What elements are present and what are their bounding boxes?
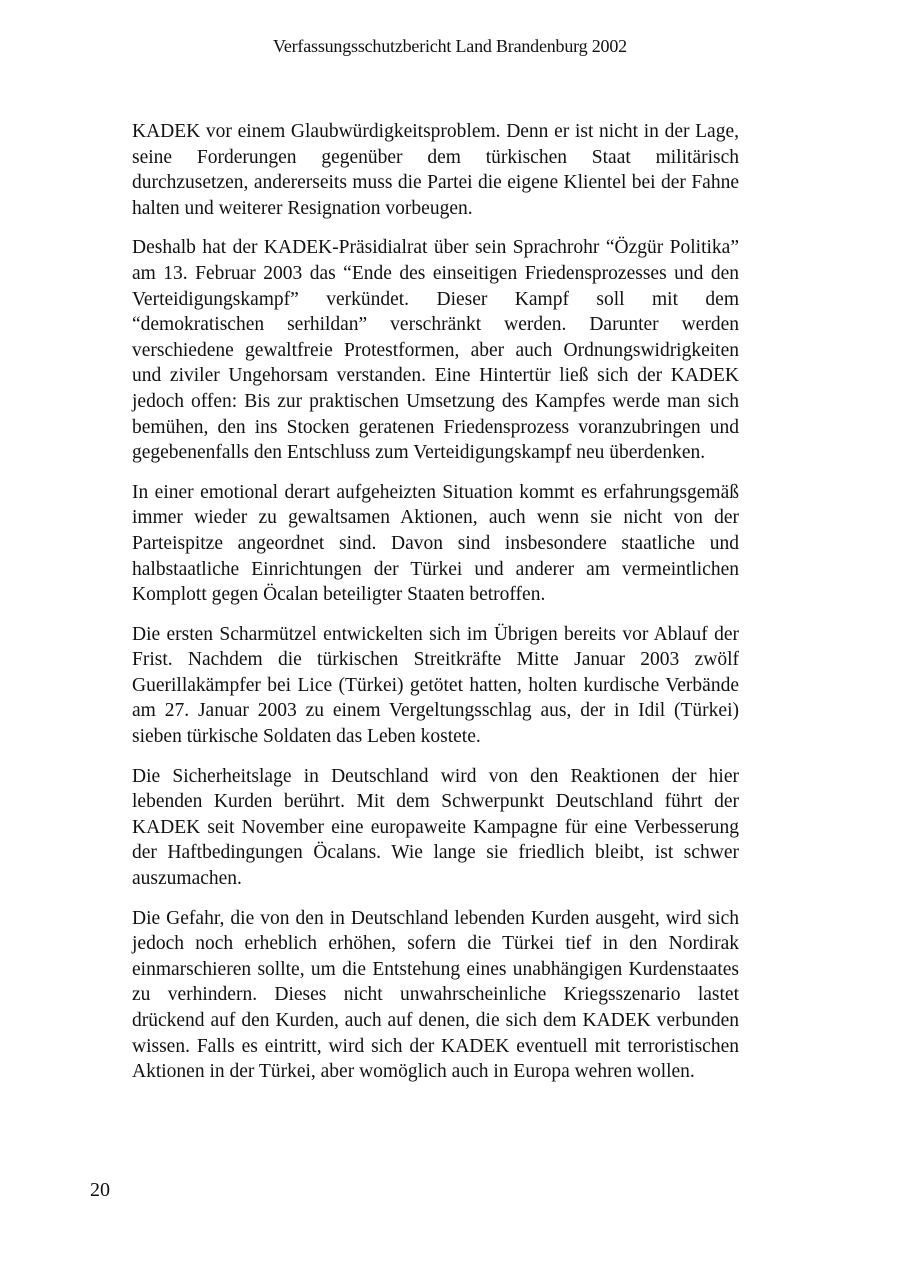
paragraph: Die Gefahr, die von den in Deutschland lebenden Kurden ausgeht, wird sich jedoch noch erheblich erhöhen, sofern die Türkei tief in den Nordirak einmarschieren sollte, um die Entstehung eines unabhängigen Kurdenstaates zu verhindern. Dieses nicht unwahrscheinliche Kriegsszenario lastet drückend auf den Kurden, auch auf denen, die sich dem KADEK verbunden wissen. Falls es eintritt, wird sich der KADEK eventuell mit terroristischen Aktionen in der Türkei, aber womöglich auch in Europa wehren wollen.: [132, 907, 739, 1083]
running-header: Verfassungsschutzbericht Land Brandenburg 2002: [273, 36, 627, 56]
page-number: 20: [90, 1179, 110, 1201]
paragraph: Die ersten Scharmützel entwickelten sich im Übrigen bereits vor Ablauf der Frist. Nachdem die türkischen Streitkräfte Mitte Januar 2003 zwölf Guerillakämpfer bei Lice (Türkei) getötet hatten, holten kurdische Verbände am 27. Januar 2003 zu einem Vergeltungsschlag aus, der in Idil (Türkei) sieben türkische Soldaten das Leben kostete.: [132, 623, 739, 748]
paragraph: Die Sicherheitslage in Deutschland wird von den Reaktionen der hier lebenden Kurden berührt. Mit dem Schwerpunkt Deutschland führt der KADEK seit November eine europaweite Kampagne für eine Verbesserung der Haftbedingungen Öcalans. Wie lange sie friedlich bleibt, ist schwer auszumachen.: [132, 765, 739, 890]
body-text: [132, 119, 739, 1099]
paragraph: In einer emotional derart aufgeheizten Situation kommt es erfahrungsgemäß immer wieder zu gewaltsamen Aktionen, auch wenn sie nicht von der Parteispitze angeordnet sind. Davon sind insbesondere staatliche und halbstaatliche Einrichtungen der Türkei und anderer am vermeintlichen Komplott gegen Öcalan beteiligter Staaten betroffen.: [132, 481, 739, 606]
paragraph: KADEK vor einem Glaubwürdigkeitsproblem. Denn er ist nicht in der Lage, seine Forderungen gegenüber dem türkischen Staat militärisch durchzusetzen, andererseits muss die Partei die eigene Klientel bei der Fahne halten und weiterer Resignation vorbeugen.: [132, 121, 739, 219]
paragraph: Deshalb hat der KADEK-Präsidialrat über sein Sprachrohr “Özgür Politika” am 13. Februar 2003 das “Ende des einseitigen Friedensprozesses und den Verteidigungskampf” verkündet. Dieser Kampf soll mit dem “demokratischen serhildan” verschränkt werden. Darunter werden verschiedene gewaltfreie Protestformen, aber auch Ordnungswidrigkeiten und ziviler Ungehorsam verstanden. Eine Hintertür ließ sich der KADEK jedoch offen: Bis zur praktischen Umsetzung des Kampfes werde man sich bemühen, den ins Stocken geratenen Friedensprozess voranzubringen und gegebenenfalls den Entschluss zum Verteidigungskampf neu überdenken.: [132, 237, 739, 464]
